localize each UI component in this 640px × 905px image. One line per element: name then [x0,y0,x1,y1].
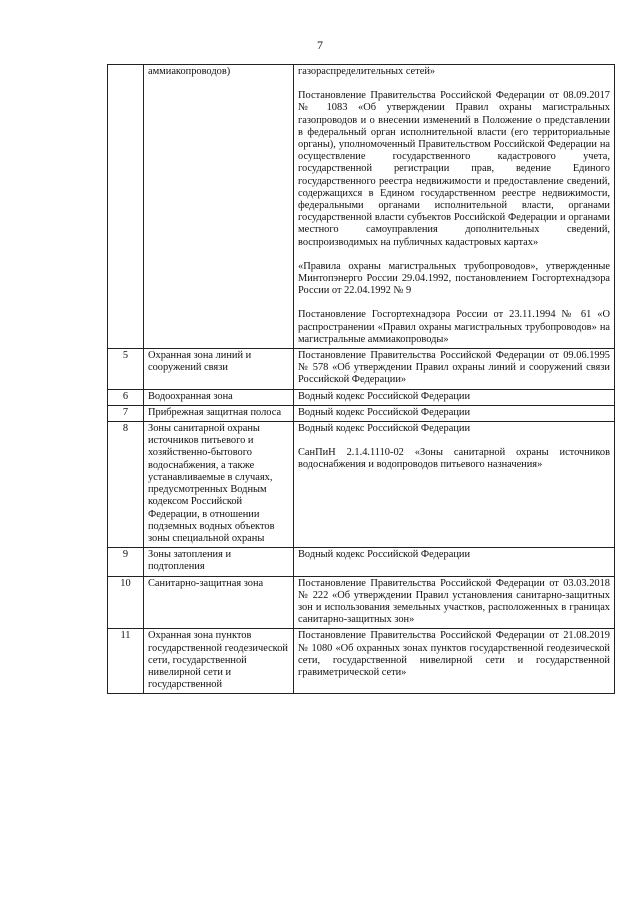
legal-basis [294,389,615,405]
legal-act: Постановление Правительства Российской Федерации от 21.08.2019 № 1080 «Об охранных зонах пунктов государственной геодезической сети, государственной нивелирной сети и государственной гравиметрической сети» [298,630,610,678]
regulations-table [107,64,615,694]
table-row [108,422,615,548]
row-number [108,65,144,349]
legal-act: Водный кодекс Российской Федерации [298,406,471,418]
legal-basis [294,65,615,349]
row-number: 7 [108,405,144,421]
legal-basis [294,629,615,694]
legal-basis [294,576,615,629]
zone-name: Зоны затопления и подтопления [144,548,294,576]
legal-act: Водный кодекс Российской Федерации [298,390,471,402]
legal-basis [294,422,615,548]
zone-name: Зоны санитарной охраны источников питьевого и хозяйственно-бытового водоснабжения, а также устанавливаемые в случаях, предусмотренных Водным кодексом Российской Федерации, в отношении подземных водных объектов зоны специальной охраны [144,422,294,548]
legal-act: Водный кодекс Российской Федерации [298,549,471,561]
legal-act: Постановление Правительства Российской Федерации от 03.03.2018 № 222 «Об утверждении Правил установления санитарно-защитных зон и использования земельных участков, расположенных в границах санитарно-защитных зон» [298,577,610,626]
zone-name: аммиакопроводов) [144,65,294,349]
table-row [108,576,615,629]
zone-name: Охранная зона пунктов государственной геодезической сети, государственной нивелирной сети и государственной [144,629,294,694]
table-row [108,629,615,694]
row-number: 11 [108,629,144,694]
zone-name: Прибрежная защитная полоса [144,405,294,421]
row-number: 6 [108,389,144,405]
zone-name: Охранная зона линий и сооружений связи [144,349,294,390]
row-number: 5 [108,349,144,390]
legal-act: Водный кодекс Российской Федерации [298,423,471,435]
table-row [108,349,615,390]
legal-act: газораспределительных сетей» [298,66,436,77]
page-number: 7 [317,38,323,52]
legal-basis [294,548,615,576]
legal-act: СанПиН 2.1.4.1110-02 «Зоны санитарной охраны источников водоснабжения и водопроводов питьевого назначения» [298,447,610,471]
legal-act: Постановление Правительства Российской Федерации от 09.06.1995 № 578 «Об утверждении Правил охраны линий и сооружений связи Российской Федерации» [298,350,610,386]
zone-name: Санитарно-защитная зона [144,576,294,629]
table-row [108,389,615,405]
legal-basis [294,349,615,390]
zone-name: Водоохранная зона [144,389,294,405]
row-number: 10 [108,576,144,629]
row-number: 8 [108,422,144,548]
legal-basis [294,405,615,421]
legal-act: Постановление Правительства Российской Федерации от 08.09.2017 № 1083 «Об утверждении Правил охраны магистральных газопроводов и о внесении изменений в Положение о представлении в федеральный орган исполнительной власти (его территориальные органы), уполномоченный Правительством Российской Федерации на осуществление государственного кадастрового учета, государственной регистрации прав, ведение Единого государственного реестра недвижимости и предоставление сведений, содержащихся в Едином государственном реестре недвижимости, федеральными органами исполнительной власти, органами государственной власти субъектов Российской Федерации и органами местного самоуправления дополнительных сведений, воспроизводимых на публичных кадастровых картах» [298,90,610,248]
table-row [108,405,615,421]
table-row [108,548,615,576]
table-row [108,65,615,349]
legal-act: Постановление Госгортехнадзора России от 23.11.1994 № 61 «О распространении «Правил охраны магистральных трубопроводов» на магистральные аммиакопроводы» [298,309,610,345]
row-number: 9 [108,548,144,576]
legal-act: «Правила охраны магистральных трубопроводов», утвержденные Минтопэнерго России 29.04.1992, постановлением Госгортехнадзора России от 22.04.1992 № 9 [298,260,610,297]
